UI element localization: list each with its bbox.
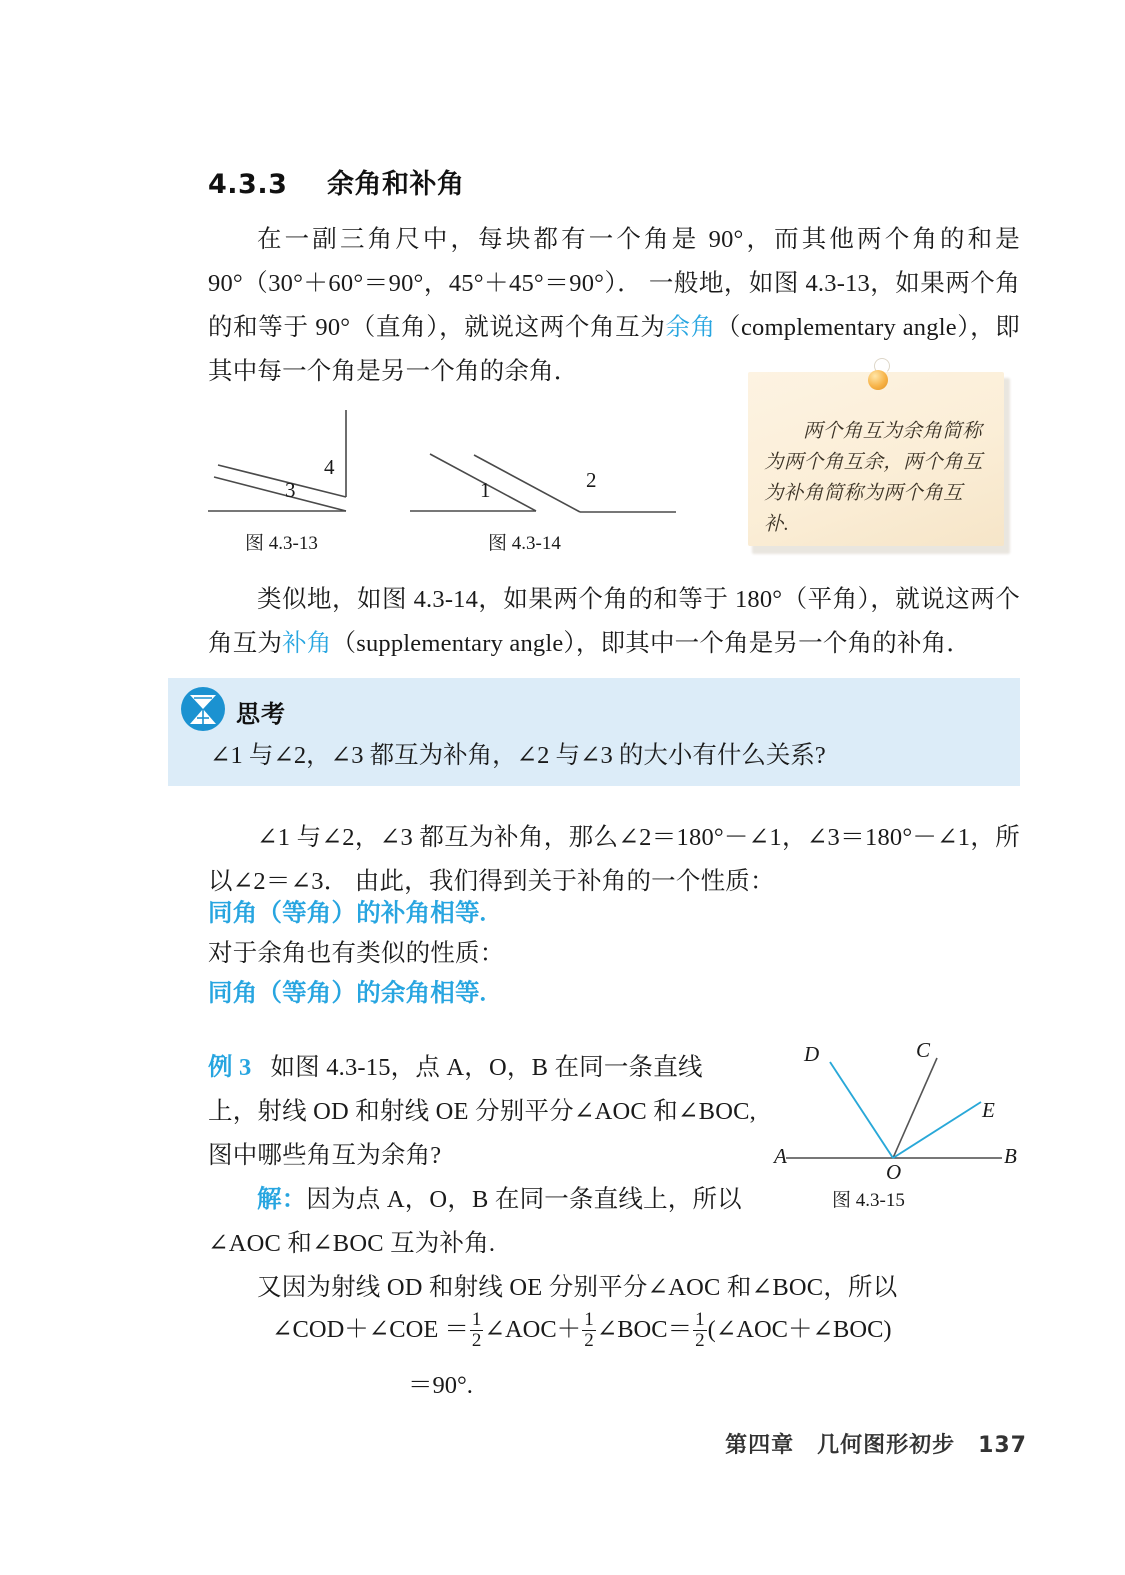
figure-4-3-13-caption: 图 4.3-13 — [245, 533, 318, 554]
example-line-1: 如图 4.3-15，点 A，O，B 在同一条直线 — [270, 1054, 703, 1081]
think-question: ∠1 与∠2，∠3 都互为补角，∠2 与∠3 的大小有什么关系? — [210, 742, 826, 769]
fraction-numerator-2: 1 — [584, 1308, 594, 1330]
think-title: 思考 — [236, 700, 286, 728]
figure-4-3-13-svg — [200, 398, 420, 523]
paragraph-supplementary — [208, 578, 1020, 666]
solution-line-2: ∠AOC 和∠BOC 互为补角. — [208, 1230, 496, 1257]
pin-icon — [866, 366, 894, 396]
paragraph-2-text-a: 类似地，如图 4.3-14，如果两个角的和等于 180°（平角），就说这两个角互为 — [208, 586, 1020, 657]
property-supplementary-text: 同角（等角）的补角相等. — [208, 900, 487, 927]
property-supplementary — [208, 892, 1020, 936]
figure-4-3-13 — [200, 398, 420, 523]
example-line-2-row — [208, 1090, 768, 1134]
hourglass-icon — [180, 686, 226, 732]
solution-line-3: 又因为射线 OD 和射线 OE 分别平分∠AOC 和∠BOC，所以 — [257, 1274, 898, 1301]
equation-result: ＝90°. — [408, 1372, 473, 1399]
figure-4-3-15-point-O: O — [886, 1160, 902, 1184]
equation-mid-3: (∠AOC＋∠BOC) — [707, 1316, 892, 1343]
section-heading — [208, 162, 464, 201]
example-label: 例 3 — [208, 1054, 252, 1081]
solution-label: 解： — [257, 1186, 307, 1213]
fraction-denominator-1: 2 — [471, 1329, 482, 1351]
figure-4-3-14-label-1: 1 — [480, 478, 491, 502]
figure-4-3-13-label-3: 3 — [285, 478, 296, 502]
paragraph-2-text-b: （supplementary angle），即其中一个角是另一个角的补角． — [331, 630, 972, 657]
pin-head — [868, 370, 888, 390]
example-line-3: 图中哪些角互为余角? — [208, 1142, 442, 1169]
paragraph-derivation — [208, 816, 1020, 904]
example-line-2: 上，射线 OD 和射线 OE 分别平分∠AOC 和∠BOC, — [208, 1098, 756, 1125]
paragraph-similar-text: 对于余角也有类似的性质： — [208, 940, 505, 967]
example-line-3-row — [208, 1134, 768, 1178]
figure-4-3-15-point-A: A — [774, 1144, 787, 1168]
solution-row-3 — [208, 1266, 1020, 1310]
solution-row-2 — [208, 1222, 768, 1266]
paragraph-1-text-b: （complementary angle），即其中每一个角是另一个角的余角． — [208, 314, 1020, 385]
paragraph-3-text: ∠1 与∠2，∠3 都互为补角，那么∠2＝180°－∠1，∠3＝180°－∠1，所以∠2＝∠3． 由此，我们得到关于补角的一个性质： — [208, 824, 1020, 895]
figure-4-3-15-point-C: C — [916, 1038, 931, 1062]
solution-line-1: 因为点 A，O，B 在同一条直线上，所以 — [306, 1186, 742, 1213]
fraction-denominator-2: 2 — [584, 1329, 594, 1351]
fraction-numerator-1: 1 — [471, 1308, 482, 1330]
sticky-note — [748, 372, 1010, 554]
paragraph-similar-property — [208, 932, 1020, 976]
section-title: 余角和补角 — [326, 169, 465, 200]
figure-4-3-15-point-D: D — [804, 1042, 820, 1066]
figure-4-3-15-point-E: E — [982, 1098, 995, 1122]
figure-4-3-14-svg — [408, 428, 688, 523]
fraction-one-half-3 — [693, 1310, 707, 1351]
fraction-one-half-2 — [582, 1310, 596, 1351]
page-footer: 第四章 几何图形初步 137 — [725, 1433, 1027, 1458]
figure-4-3-15-point-B: B — [1004, 1144, 1017, 1168]
equation-mid-1: ∠AOC＋ — [484, 1316, 582, 1343]
equation-main — [272, 1310, 892, 1352]
think-box — [168, 678, 1020, 786]
note-text: 两个角互为余角简称为两个角互余，两个角互为补角简称为两个角互补. — [764, 421, 983, 535]
property-complementary-text: 同角（等角）的余角相等. — [208, 980, 487, 1007]
keyword-supplementary: 补角 — [282, 630, 332, 657]
figure-4-3-15 — [774, 1038, 1020, 1184]
property-complementary — [208, 972, 1020, 1016]
equation-lhs: ∠COD＋∠COE ＝ — [272, 1316, 469, 1343]
fraction-one-half-1 — [470, 1310, 484, 1351]
equation-mid-2: ∠BOC＝ — [596, 1316, 693, 1343]
section-number: 4.3.3 — [208, 169, 288, 200]
figure-4-3-13-label-4: 4 — [324, 455, 335, 479]
solution-row-1 — [208, 1178, 768, 1222]
figure-4-3-14-caption: 图 4.3-14 — [488, 533, 561, 554]
fraction-denominator-3: 2 — [695, 1329, 705, 1351]
figure-4-3-15-caption: 图 4.3-15 — [832, 1190, 905, 1211]
note-body — [748, 372, 1004, 546]
figure-4-3-14 — [408, 428, 688, 523]
figure-4-3-14-label-2: 2 — [586, 468, 597, 492]
fraction-numerator-3: 1 — [695, 1308, 705, 1330]
paragraph-1-text-a: 在一副三角尺中，每块都有一个角是 90°，而其他两个角的和是 90°（30°＋60°＝90°，45°＋45°＝90°）． 一般地，如图 4.3-13，如果两个角的和等于 90°（直角），就说这两个角互为 — [208, 226, 1020, 341]
paragraph-complementary — [208, 218, 1020, 394]
keyword-complementary: 余角 — [665, 314, 716, 341]
example-block — [208, 1046, 768, 1090]
